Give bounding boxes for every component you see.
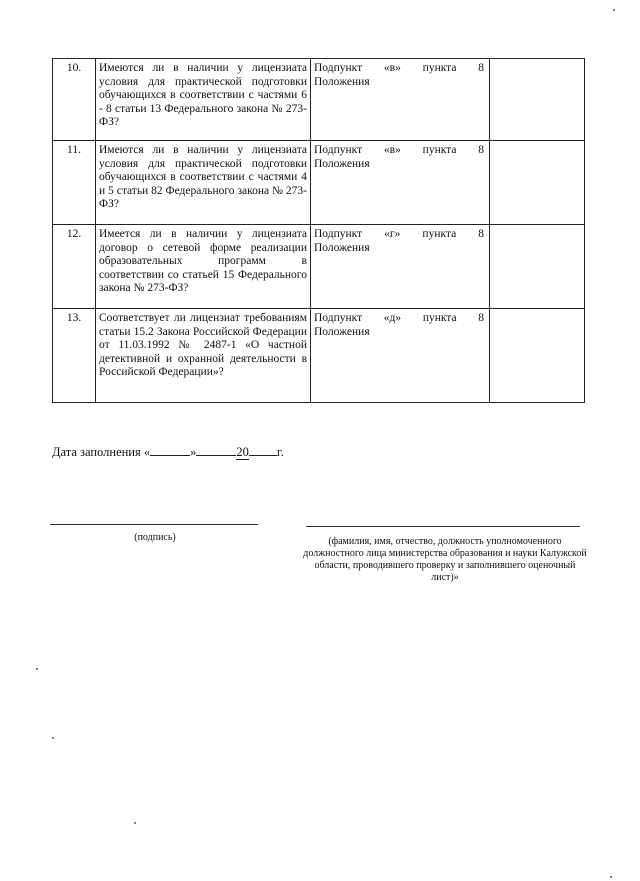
official-name-line <box>306 526 580 527</box>
row-answer-cell[interactable] <box>490 59 585 141</box>
scan-speck <box>36 668 38 670</box>
date-suffix: г. <box>276 445 284 459</box>
table-row <box>53 225 585 309</box>
row-reference <box>311 141 490 225</box>
date-quote-close: » <box>190 445 197 459</box>
year-blank <box>249 444 277 456</box>
row-number: 13. <box>53 309 96 403</box>
date-label: Дата заполнения « <box>52 445 151 459</box>
reference-point-number: 8 <box>478 312 484 324</box>
reference-point-number: 8 <box>478 62 484 74</box>
reference-point-word: пункта <box>422 312 457 324</box>
reference-point-number: 8 <box>478 228 484 240</box>
row-number: 12. <box>53 225 96 309</box>
official-name-caption: (фамилия, имя, отчество, должность уполномоченного должностного лица министерства образования и науки Калужской области, проводившего проверку и заполнившего оценочный лист)» <box>303 536 587 583</box>
month-blank <box>196 444 236 456</box>
reference-regulation: Положения <box>314 241 370 254</box>
row-question: Имеются ли в наличии у лицензиата условия для практической подготовки обучающихся в соответствии с частями 6 - 8 статьи 13 Федерального закона № 273-ФЗ? <box>96 59 311 141</box>
reference-letter: «д» <box>383 312 402 324</box>
reference-point-word: пункта <box>422 144 457 156</box>
reference-subpoint: Подпункт <box>314 312 363 324</box>
reference-line <box>314 228 486 242</box>
reference-line <box>314 62 486 76</box>
row-reference <box>311 309 490 403</box>
scan-speck <box>52 737 54 739</box>
row-reference <box>311 59 490 141</box>
reference-letter: «г» <box>384 228 401 240</box>
scan-speck <box>134 822 136 824</box>
scan-speck <box>613 9 615 11</box>
row-reference <box>311 225 490 309</box>
reference-regulation: Положения <box>314 157 370 170</box>
row-question: Соответствует ли лицензиат требованиям статьи 15.2 Закона Российской Федерации от 11.03.1992 № 2487-1 «О частной детективной и охранной деятельности в Российской Федерации»? <box>96 309 311 403</box>
reference-regulation: Положения <box>314 325 370 338</box>
reference-letter: «в» <box>383 62 401 74</box>
signature-caption: (подпись) <box>134 532 176 543</box>
scan-speck <box>610 876 612 878</box>
signature-line <box>50 524 258 525</box>
reference-subpoint: Подпункт <box>314 144 363 156</box>
reference-letter: «в» <box>383 144 401 156</box>
reference-point-word: пункта <box>422 62 457 74</box>
table-row <box>53 309 585 403</box>
checklist-table <box>52 58 585 403</box>
reference-line <box>314 312 486 326</box>
table-row <box>53 59 585 141</box>
row-answer-cell[interactable] <box>490 309 585 403</box>
row-number: 11. <box>53 141 96 225</box>
reference-point-word: пункта <box>422 228 457 240</box>
reference-regulation: Положения <box>314 75 370 88</box>
day-blank <box>150 444 190 456</box>
reference-subpoint: Подпункт <box>314 62 363 74</box>
date-line <box>52 444 284 460</box>
row-answer-cell[interactable] <box>490 225 585 309</box>
row-question: Имеются ли в наличии у лицензиата условия для практической подготовки обучающихся в соответствии с частями 4 и 5 статьи 82 Федерального закона № 273-ФЗ? <box>96 141 311 225</box>
year-prefix: 20 <box>236 445 249 459</box>
reference-subpoint: Подпункт <box>314 228 363 240</box>
row-answer-cell[interactable] <box>490 141 585 225</box>
reference-line <box>314 144 486 158</box>
reference-point-number: 8 <box>478 144 484 156</box>
table-row <box>53 141 585 225</box>
row-number: 10. <box>53 59 96 141</box>
row-question: Имеется ли в наличии у лицензиата договор о сетевой форме реализации образовательных программ в соответствии со статьей 15 Федерального закона № 273-ФЗ? <box>96 225 311 309</box>
